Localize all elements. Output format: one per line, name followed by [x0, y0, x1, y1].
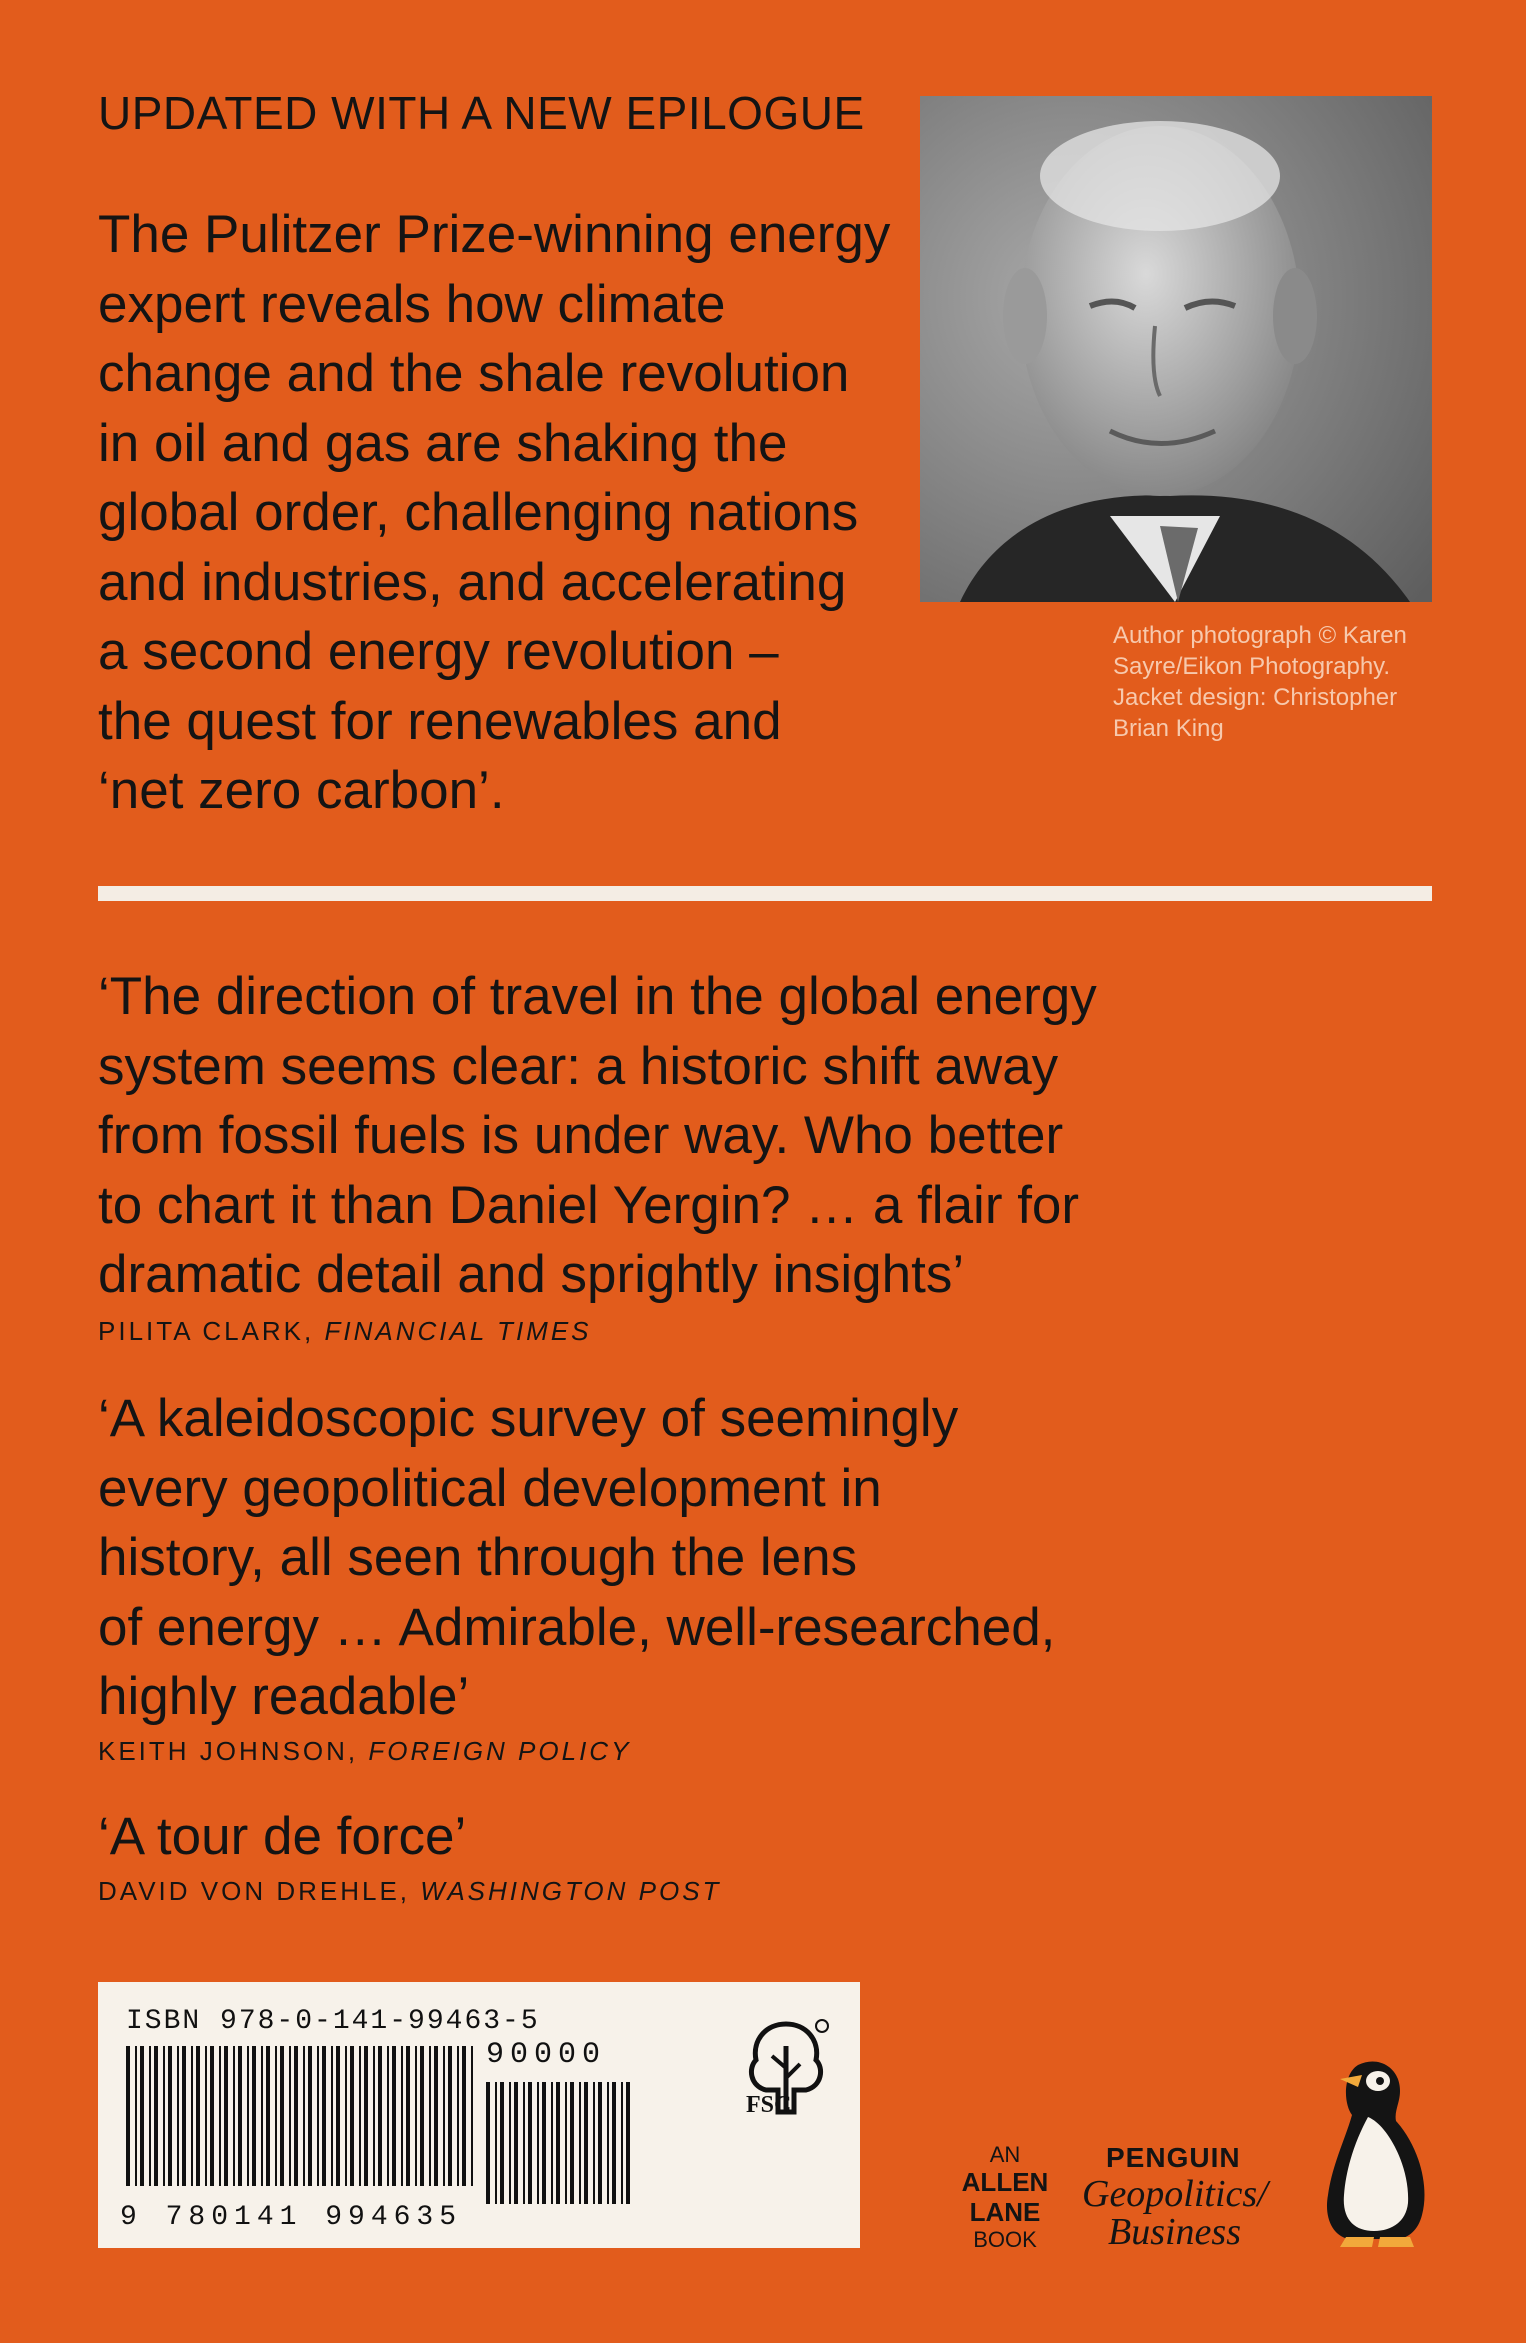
- barcode-bar: [163, 2046, 165, 2186]
- barcode-bar: [556, 2082, 560, 2204]
- barcode-bar: [224, 2046, 228, 2186]
- barcode-bar: [154, 2046, 158, 2186]
- barcode-bar: [336, 2046, 340, 2186]
- barcode-bar: [551, 2082, 553, 2204]
- barcode-bar: [621, 2082, 623, 2204]
- review-author: DAVID VON DREHLE,: [98, 1876, 411, 1906]
- barcode-bar: [626, 2082, 630, 2204]
- quote-line: history, all seen through the lens: [98, 1528, 858, 1587]
- blurb-line: ‘net zero carbon’.: [98, 761, 505, 820]
- barcode-bar: [182, 2046, 186, 2186]
- quote-line: of energy … Admirable, well-researched,: [98, 1597, 1056, 1657]
- barcode-bar: [233, 2046, 235, 2186]
- isbn-label: ISBN 978-0-141-99463-5: [126, 2006, 540, 2037]
- barcode-bar: [387, 2046, 389, 2186]
- credit-line: Jacket design: Christopher: [1113, 684, 1398, 711]
- review-source: FINANCIAL TIMES: [324, 1316, 592, 1346]
- barcode-bar: [429, 2046, 431, 2186]
- quote-line: highly readable’: [98, 1667, 470, 1726]
- barcode-bar: [322, 2046, 326, 2186]
- price-code: 90000: [486, 2038, 607, 2072]
- review-attribution-2: [98, 1736, 631, 1767]
- tagline: UPDATED WITH A NEW EPILOGUE: [98, 87, 865, 139]
- barcode-bar: [401, 2046, 403, 2186]
- review-quote-3: [98, 1802, 466, 1872]
- quote-line: system seems clear: a historic shift away: [98, 1036, 1059, 1096]
- credit-line: Sayre/Eikon Photography.: [1113, 653, 1391, 680]
- barcode-bar: [350, 2046, 354, 2186]
- barcode-bar: [584, 2082, 588, 2204]
- barcode-bar: [205, 2046, 207, 2186]
- barcode-bar: [280, 2046, 284, 2186]
- imprint-an: AN: [989, 2142, 1021, 2167]
- review-source: WASHINGTON POST: [420, 1876, 722, 1906]
- review-quote-1: [98, 962, 1097, 1310]
- barcode-bar: [308, 2046, 312, 2186]
- barcode-bar: [275, 2046, 277, 2186]
- addon-barcode-bars: [486, 2082, 644, 2204]
- barcode-bar: [565, 2082, 567, 2204]
- quote-line: ‘A kaleidoscopic survey of seemingly: [98, 1389, 959, 1448]
- barcode-bar: [247, 2046, 249, 2186]
- barcode-bar: [514, 2082, 518, 2204]
- barcode-bar: [570, 2082, 574, 2204]
- barcode-bar: [196, 2046, 200, 2186]
- barcode-bar: [331, 2046, 333, 2186]
- barcode-bar: [373, 2046, 375, 2186]
- quote-line: dramatic detail and sprightly insights’: [98, 1245, 965, 1304]
- blurb-line: expert reveals how climate: [98, 274, 726, 334]
- barcode-bar: [457, 2046, 459, 2186]
- barcode-bar: [495, 2082, 497, 2204]
- barcode-bar: [210, 2046, 214, 2186]
- barcode-bar: [378, 2046, 382, 2186]
- barcode-panel: [98, 1982, 860, 2248]
- fsc-label: FSC: [746, 2092, 792, 2118]
- barcode-bar: [392, 2046, 396, 2186]
- barcode-bar: [317, 2046, 319, 2186]
- blurb-line: global order, challenging nations: [98, 483, 859, 542]
- credit-line: Brian King: [1113, 715, 1224, 742]
- barcode-bar: [612, 2082, 616, 2204]
- credit-line: Author photograph © Karen: [1113, 622, 1407, 649]
- barcode-bar: [140, 2046, 144, 2186]
- divider-rule: [98, 886, 1432, 901]
- barcode-digits: 9 780141 994635: [120, 2202, 463, 2233]
- blurb-line: and industries, and accelerating: [98, 552, 847, 612]
- quote-line: ‘A tour de force’: [98, 1807, 467, 1866]
- review-author: PILITA CLARK,: [98, 1316, 315, 1346]
- barcode-bar: [359, 2046, 361, 2186]
- barcode-bar: [252, 2046, 256, 2186]
- quote-line: ‘The direction of travel in the global energy: [98, 967, 1097, 1026]
- barcode-bar: [528, 2082, 532, 2204]
- review-attribution-1: [98, 1316, 592, 1347]
- blurb-line: the quest for renewables and: [98, 691, 782, 751]
- barcode-bar: [261, 2046, 263, 2186]
- quote-line: to chart it than Daniel Yergin? … a flair for: [98, 1175, 1080, 1235]
- barcode-bar: [598, 2082, 602, 2204]
- imprint-book: BOOK: [973, 2227, 1037, 2252]
- penguin-wordmark: PENGUIN: [1106, 2142, 1241, 2173]
- barcode-bar: [149, 2046, 151, 2186]
- review-source: FOREIGN POLICY: [368, 1736, 632, 1766]
- barcode-bar: [443, 2046, 445, 2186]
- book-blurb: [98, 200, 918, 826]
- barcode-bar: [509, 2082, 511, 2204]
- barcode-bar: [462, 2046, 466, 2186]
- barcode-bar: [593, 2082, 595, 2204]
- barcode-bar: [289, 2046, 291, 2186]
- barcode-bar: [607, 2082, 609, 2204]
- barcode-bar: [542, 2082, 546, 2204]
- quote-line: every geopolitical development in: [98, 1458, 882, 1518]
- barcode-bar: [168, 2046, 172, 2186]
- series-name-line-1: Geopolitics/: [1082, 2173, 1268, 2215]
- barcode-bar: [266, 2046, 270, 2186]
- penguin-logo-icon: [1318, 2055, 1432, 2249]
- review-attribution-3: [98, 1876, 721, 1907]
- barcode-bar: [177, 2046, 179, 2186]
- blurb-line: a second energy revolution –: [98, 622, 779, 681]
- barcode-bar: [294, 2046, 298, 2186]
- barcode-bar: [579, 2082, 581, 2204]
- barcode-bar: [303, 2046, 305, 2186]
- barcode-bar: [238, 2046, 242, 2186]
- review-quote-2: [98, 1384, 1055, 1732]
- photo-credit: [1113, 620, 1443, 744]
- barcode-bar: [486, 2082, 490, 2204]
- barcode-bar: [406, 2046, 410, 2186]
- barcode-bar: [434, 2046, 438, 2186]
- barcode-bar: [191, 2046, 193, 2186]
- barcode-bar: [537, 2082, 539, 2204]
- barcode-bar: [471, 2046, 473, 2186]
- barcode-bar: [420, 2046, 424, 2186]
- imprint-lane: LANE: [969, 2197, 1041, 2227]
- allen-lane-imprint: [945, 2142, 1065, 2252]
- barcode-bar: [523, 2082, 525, 2204]
- barcode-bar: [135, 2046, 137, 2186]
- barcode-bar: [500, 2082, 504, 2204]
- series-name-line-2: Business: [1108, 2211, 1241, 2253]
- blurb-line: in oil and gas are shaking the: [98, 413, 788, 473]
- blurb-line: The Pulitzer Prize-winning energy: [98, 205, 891, 264]
- blurb-line: change and the shale revolution: [98, 344, 850, 403]
- barcode-bars: [126, 2046, 546, 2204]
- quote-line: from fossil fuels is under way. Who better: [98, 1106, 1064, 1165]
- barcode-bar: [219, 2046, 221, 2186]
- imprint-allen: ALLEN: [961, 2167, 1049, 2197]
- barcode-bar: [345, 2046, 347, 2186]
- barcode-bar: [126, 2046, 130, 2186]
- barcode-bar: [415, 2046, 417, 2186]
- author-photo: [920, 96, 1432, 602]
- barcode-bar: [448, 2046, 452, 2186]
- review-author: KEITH JOHNSON,: [98, 1736, 359, 1766]
- barcode-bar: [364, 2046, 368, 2186]
